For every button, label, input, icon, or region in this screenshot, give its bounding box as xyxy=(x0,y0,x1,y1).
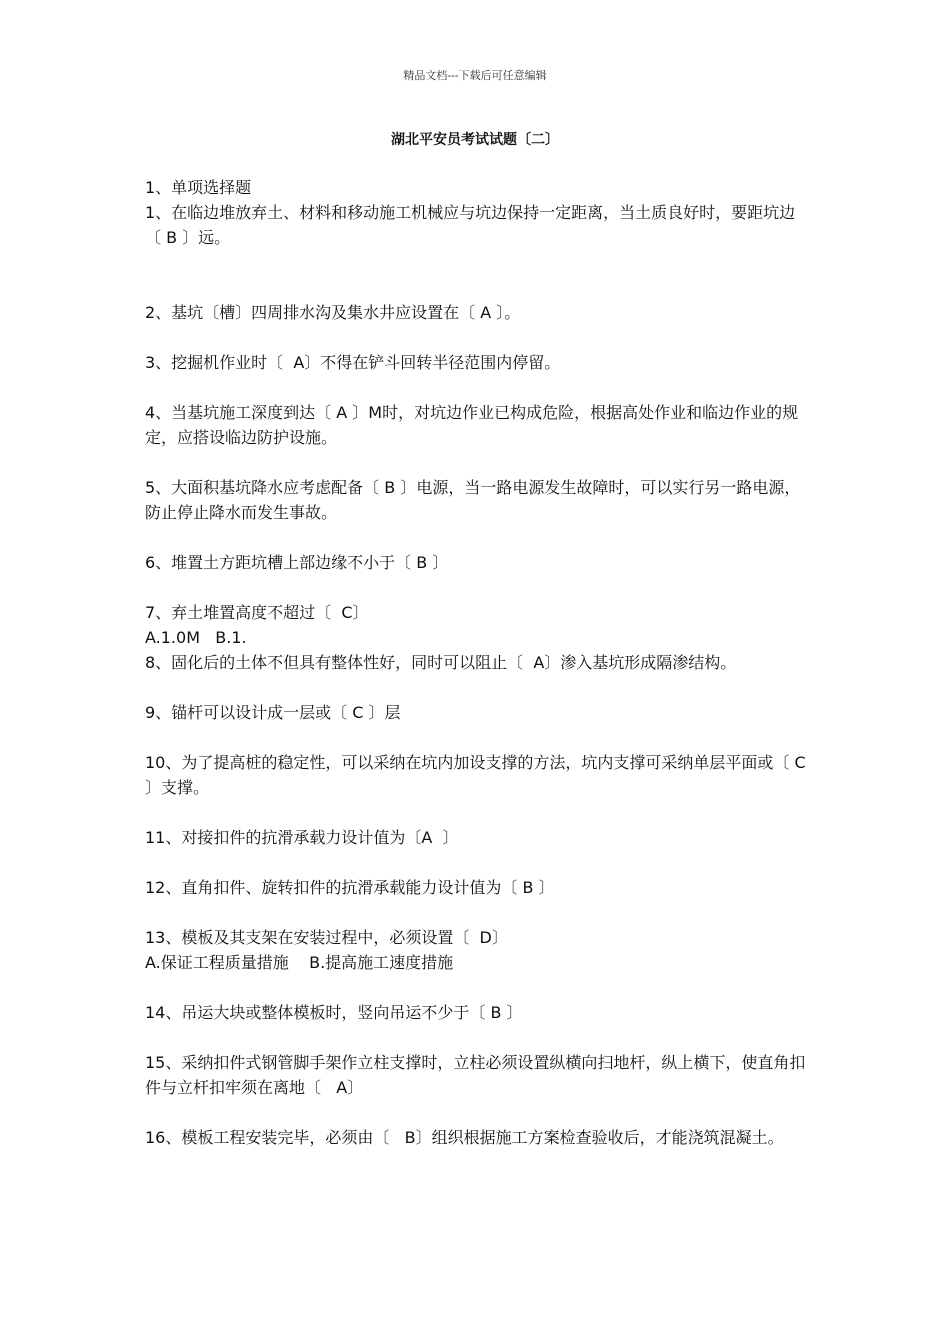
question-7-options: A.1.0M B.1. xyxy=(145,628,247,647)
question-4: 4、当基坑施工深度到达〔 A 〕M时，对坑边作业已构成危险，根据高处作业和临边作业的规定，应搭设临边防护设施。 xyxy=(145,403,799,447)
question-11: 11、对接扣件的抗滑承载力设计值为〔A 〕 xyxy=(145,828,459,847)
question-7: 7、弃土堆置高度不超过〔 C〕 xyxy=(145,603,369,622)
page-header: 精品文档---下载后可任意编辑 xyxy=(403,69,547,82)
question-3: 3、挖掘机作业时〔 A〕不得在铲斗回转半径范围内停留。 xyxy=(145,353,561,372)
question-1: 1、在临边堆放弃土、材料和移动施工机械应与坑边保持一定距离，当土质良好时，要距坑边〔 B 〕远。 xyxy=(145,203,796,247)
question-14: 14、吊运大块或整体模板时，竖向吊运不少于〔 B 〕 xyxy=(145,1003,523,1022)
question-10: 10、为了提高桩的稳定性，可以采纳在坑内加设支撑的方法，坑内支撑可采纳单层平面或〔 C 〕支撑。 xyxy=(145,753,811,797)
question-6: 6、堆置土方距坑槽上部边缘不小于〔 B 〕 xyxy=(145,553,449,572)
question-13-options: A.保证工程质量措施 B.提高施工速度措施 xyxy=(145,953,454,972)
question-9: 9、锚杆可以设计成一层或〔 C 〕层 xyxy=(145,703,401,722)
question-2: 2、基坑〔槽〕四周排水沟及集水井应设置在〔 A 〕。 xyxy=(145,303,521,322)
section-heading: 1、单项选择题 xyxy=(145,178,252,197)
question-16: 16、模板工程安装完毕，必须由〔 B〕组织根据施工方案检查验收后，才能浇筑混凝土。 xyxy=(145,1128,784,1147)
question-13: 13、模板及其支架在安装过程中，必须设置〔 D〕 xyxy=(145,928,508,947)
question-5: 5、大面积基坑降水应考虑配备〔 B 〕电源，当一路电源发生故障时，可以实行另一路电源，防止停止降水而发生事故。 xyxy=(145,478,801,522)
question-15: 15、采纳扣件式钢管脚手架作立柱支撑时，立柱必须设置纵横向扫地杆，纵上横下，使直角扣件与立杆扣牢须在离地〔 A〕 xyxy=(145,1053,806,1097)
question-list xyxy=(145,175,810,1150)
question-12: 12、直角扣件、旋转扣件的抗滑承载能力设计值为〔 B 〕 xyxy=(145,878,555,897)
question-8: 8、固化后的土体不但具有整体性好，同时可以阻止〔 A〕渗入基坑形成隔渗结构。 xyxy=(145,653,737,672)
document-title: 湖北平安员考试试题〔二〕 xyxy=(391,132,559,148)
